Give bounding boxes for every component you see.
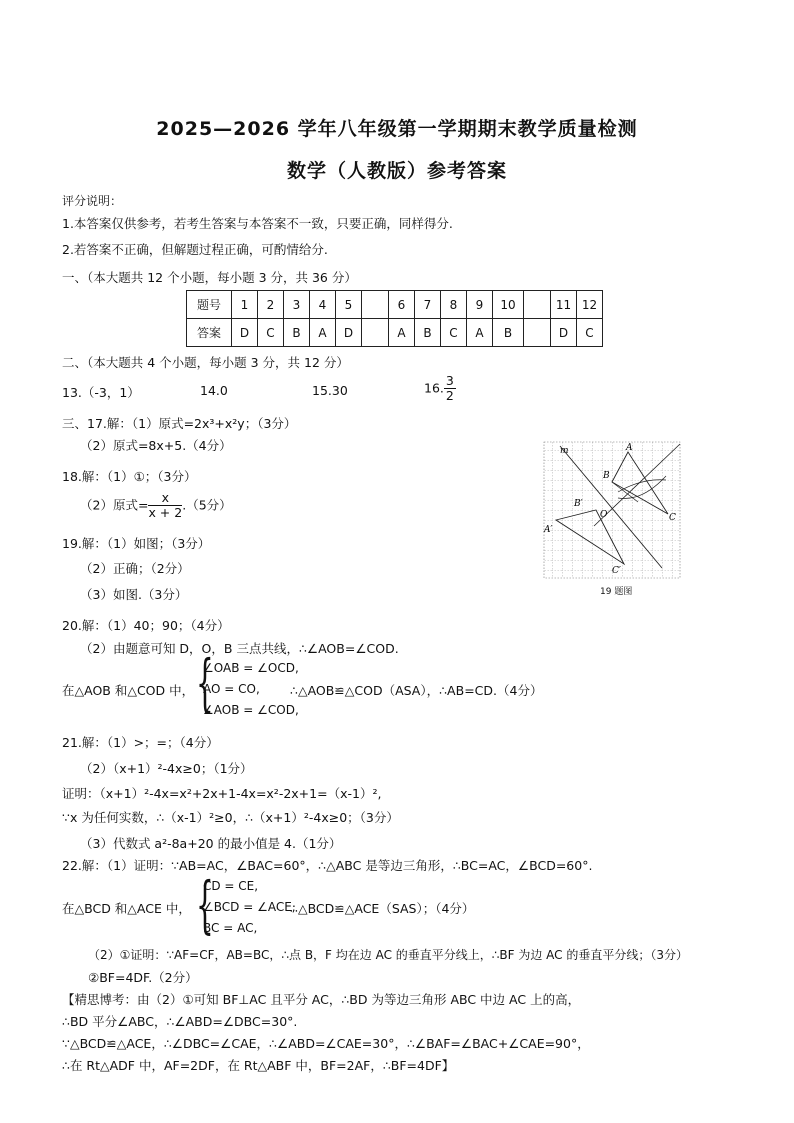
label-b: B	[603, 471, 610, 481]
table-cell: D	[336, 319, 362, 347]
fraction-denominator: x + 2	[148, 505, 183, 521]
row-label: 答案	[187, 319, 232, 347]
page-subtitle: 数学（人教版）参考答案	[286, 160, 507, 182]
q18-prefix: （2）原式=	[80, 497, 149, 513]
brace: {	[196, 646, 214, 719]
table-cell: C	[258, 319, 284, 347]
question-number-row	[187, 291, 603, 319]
q17-line2: （2）原式=8x+5.（4分）	[80, 438, 232, 453]
q22-line3: （2）①证明：∵AF=CF，AB=BC，∴点 B，F 均在边 AC 的垂直平分线上，∴BF 为边 AC 的垂直平分线；（3分）	[88, 948, 689, 962]
table-cell: 10	[493, 291, 524, 319]
row-label: 题号	[187, 291, 232, 319]
label-a: A	[626, 443, 633, 453]
q19-line2: （2）正确；（2分）	[80, 561, 190, 576]
system-line: CD = CE,	[203, 879, 259, 893]
q20-system	[203, 658, 299, 721]
q22-extension-1: 【精思博考：由（2）①可知 BF⊥AC 且平分 AC，∴BD 为等边三角形 ABC 中边 AC 上的高，	[62, 992, 581, 1007]
label-c: C	[669, 513, 676, 523]
label-c-prime: C′	[612, 566, 621, 576]
q22-conclusion: ∴△BCD≌△ACE（SAS）；（4分）	[290, 901, 475, 916]
section2-heading: 二、（本大题共 4 个小题，每小题 3 分，共 12 分）	[62, 355, 349, 370]
table-cell: A	[310, 319, 336, 347]
table-cell: 8	[441, 291, 467, 319]
fraction-numerator: 3	[445, 373, 454, 388]
answer-13: 13.（-3，1）	[62, 385, 140, 400]
q20-line2: （2）由题意可知 D，O，B 三点共线，∴∠AOB=∠COD.	[80, 641, 399, 656]
table-cell: D	[232, 319, 258, 347]
table-gap-cell	[524, 319, 551, 347]
system-line: ∠OAB = ∠OCD,	[203, 661, 299, 675]
q21-line1: 21.解：（1）>；=；（4分）	[62, 735, 219, 750]
q22-extension-4: ∴在 Rt△ADF 中，AF=2DF，在 Rt△ABF 中，BF=2AF，∴BF=4DF】	[62, 1058, 455, 1073]
q22-system	[203, 876, 296, 939]
q22-extension-3: ∵△BCD≌△ACE，∴∠DBC=∠CAE，∴∠ABD=∠CAE=30°，∴∠BAF=∠BAC+∠CAE=90°，	[62, 1036, 590, 1051]
answer-row	[187, 319, 603, 347]
table-gap-cell	[362, 319, 389, 347]
answer-16	[424, 374, 456, 404]
table-cell: 7	[415, 291, 441, 319]
system-line: BC = AC,	[203, 921, 258, 935]
table-cell: 3	[284, 291, 310, 319]
table-cell: 12	[577, 291, 603, 319]
q21-line2: （2）（x+1）²-4x≥0；（1分）	[80, 761, 253, 776]
answer-table	[186, 290, 603, 347]
table-cell: 5	[336, 291, 362, 319]
label-m: m	[560, 446, 569, 456]
system-line: AO = CO,	[203, 682, 260, 696]
label-a-prime: A′	[544, 525, 553, 535]
q22-extension-2: ∴BD 平分∠ABC，∴∠ABD=∠DBC=30°.	[62, 1014, 298, 1029]
figure-caption: 19 题图	[600, 587, 633, 597]
q21-line5: （3）代数式 a²-8a+20 的最小值是 4.（1分）	[80, 836, 342, 851]
q21-line3: 证明：（x+1）²-4x=x²+2x+1-4x=x²-2x+1=（x-1）²,	[62, 786, 382, 801]
fraction	[444, 374, 456, 404]
q18-suffix: .（5分）	[182, 497, 232, 513]
q17-line1: 三、17.解：（1）原式=2x³+x²y；（3分）	[62, 416, 297, 431]
brace: {	[196, 868, 214, 941]
table-cell: 1	[232, 291, 258, 319]
table-cell: B	[284, 319, 310, 347]
q22-line2: 在△BCD 和△ACE 中，	[62, 901, 191, 916]
note-1: 1.本答案仅供参考，若考生答案与本答案不一致，只要正确，同样得分.	[62, 216, 453, 231]
fraction	[148, 491, 182, 521]
table-cell: 2	[258, 291, 284, 319]
q19-line1: 19.解：（1）如图；（3分）	[62, 536, 211, 551]
fraction-denominator: 2	[445, 388, 454, 404]
system-line: ∠AOB = ∠COD,	[203, 703, 299, 717]
note-2: 2.若答案不正确，但解题过程正确，可酌情给分.	[62, 242, 328, 257]
table-cell: B	[493, 319, 524, 347]
table-cell: C	[441, 319, 467, 347]
table-cell: B	[415, 319, 441, 347]
q21-line4: ∵x 为任何实数，∴（x-1）²≥0，∴（x+1）²-4x≥0；（3分）	[62, 810, 399, 825]
table-cell: 11	[551, 291, 577, 319]
label-o: O	[600, 510, 608, 520]
table-cell: A	[389, 319, 415, 347]
answer-16-prefix: 16.	[424, 380, 444, 396]
page-title: 2025—2026 学年八年级第一学期期末教学质量检测	[156, 118, 638, 140]
q22-line1: 22.解：（1）证明：∵AB=AC，∠BAC=60°，∴△ABC 是等边三角形，∴BC=AC，∠BCD=60°.	[62, 858, 593, 873]
q20-conclusion: ∴△AOB≌△COD（ASA），∴AB=CD.（4分）	[290, 683, 543, 698]
system-line: ∠BCD = ∠ACE,	[203, 900, 296, 914]
grid-background	[544, 442, 680, 578]
q19-line3: （3）如图.（3分）	[80, 587, 188, 602]
label-b-prime: B′	[574, 499, 583, 509]
table-cell: D	[551, 319, 577, 347]
q19-figure	[542, 440, 682, 582]
q18-line1: 18.解：（1）①；（3分）	[62, 469, 197, 484]
table-gap-cell	[524, 291, 551, 319]
q22-line4: ②BF=4DF.（2分）	[88, 970, 198, 985]
fraction-numerator: x	[148, 491, 182, 506]
answer-15: 15.30	[312, 383, 348, 398]
table-gap-cell	[362, 291, 389, 319]
answer-14: 14.0	[200, 383, 228, 398]
q18-line2	[80, 491, 232, 521]
q20-line1: 20.解：（1）40；90；（4分）	[62, 618, 230, 633]
notes-heading: 评分说明：	[62, 194, 123, 208]
section1-heading: 一、（本大题共 12 个小题，每小题 3 分，共 36 分）	[62, 270, 357, 285]
table-cell: 9	[467, 291, 493, 319]
table-cell: 6	[389, 291, 415, 319]
q20-line3: 在△AOB 和△COD 中，	[62, 683, 195, 698]
table-cell: C	[577, 319, 603, 347]
table-cell: A	[467, 319, 493, 347]
table-cell: 4	[310, 291, 336, 319]
